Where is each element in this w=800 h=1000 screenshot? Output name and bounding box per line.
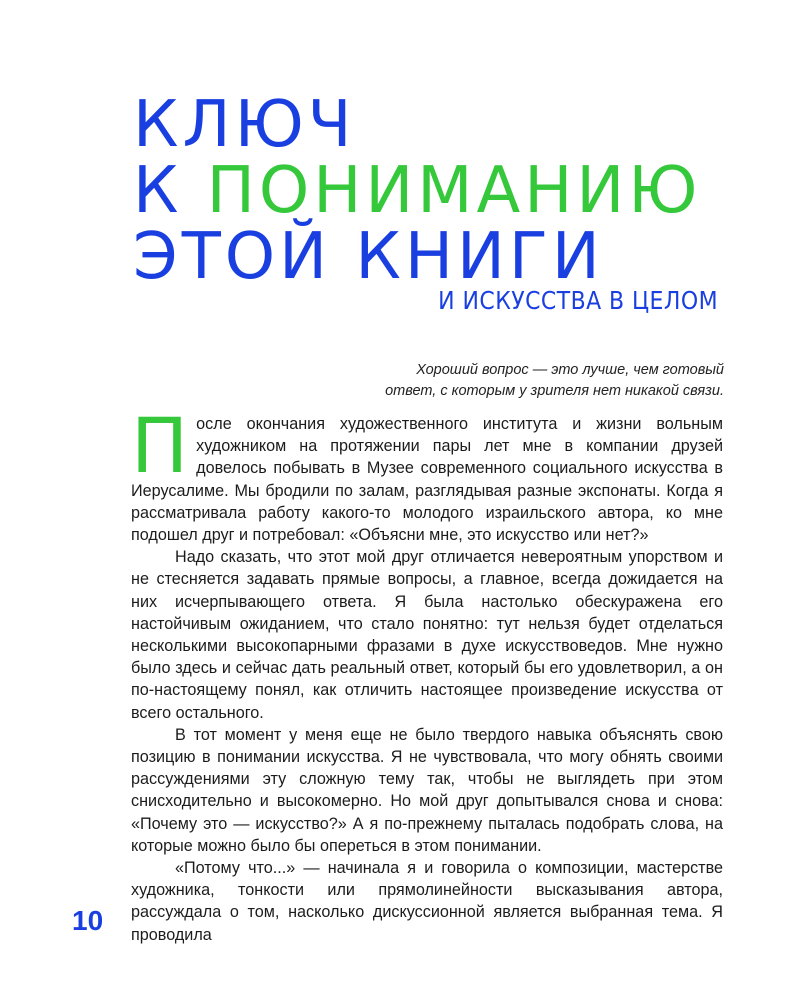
paragraph-1	[131, 401, 723, 546]
title-word-ponimaniyu: ПОНИМАНИЮ	[206, 154, 702, 228]
epigraph	[324, 360, 724, 402]
epigraph-line-2: ответ, с которым у зрителя нет никакой связи.	[385, 383, 724, 399]
epigraph-line-1: Хороший вопрос — это лучше, чем готовый	[416, 362, 724, 378]
paragraph-1-text: осле окончания художественного института и жизни вольным художником на протяжении пары лет мне в компании друзей довелось побывать в Музее современного социального искусства в Иерусалиме. Мы бродили по залам, разглядывая разные экспонаты. Когда я рассматривала работу какого-то молодого израильского автора, ко мне подошел друг и потребовал: «Объясни мне, это искусство или нет?»	[131, 415, 723, 545]
drop-cap: П	[131, 401, 189, 490]
paragraph-3: В тот момент у меня еще не было твердого навыка объяснять свою позицию в понимании искусства. Я не чувствовала, что могу обнять своими рассуждениями эту сложную тему так, чтобы не выглядеть при этом снисходительно и высокомерно. Но мой друг допытывался снова и снова: «Почему это — искусство?» А я по-прежнему пыталась подобрать слова, на которые можно было бы опереться в этом понимании.	[131, 725, 723, 855]
title-line-1	[133, 88, 701, 162]
title-line-3	[133, 220, 701, 294]
title-word-kluch: КЛЮЧ	[133, 88, 356, 162]
body-text	[131, 401, 723, 946]
paragraph-4: «Потому что...» — начинала я и говорила о композиции, мастерстве художника, тонкости или прямолинейности высказывания автора, рассуждала о том, насколько дискуссионной является выбранная тема. Я проводила	[131, 859, 723, 944]
title-word-k: К	[133, 154, 183, 228]
chapter-subtitle: И ИСКУССТВА В ЦЕЛОМ	[438, 286, 718, 315]
title-words-etoy-knigi: ЭТОЙ КНИГИ	[133, 220, 604, 294]
paragraph-2: Надо сказать, что этот мой друг отличается невероятным упорством и не стесняется задавать прямые вопросы, а главное, всегда дожидается на них исчерпывающего ответа. Я была настолько обескуражена его настойчивым ожиданием, что стало понятно: тут нельзя будет отделаться несколькими высокопарными фразами в духе искусствоведов. Мне нужно было здесь и сейчас дать реальный ответ, который бы его удовлетворил, а он по-настоящему понял, как отличить настоящее произведение искусства от всего остального.	[131, 548, 723, 722]
page-number: 10	[72, 905, 104, 936]
chapter-title	[133, 88, 702, 294]
title-line-2	[133, 154, 702, 228]
